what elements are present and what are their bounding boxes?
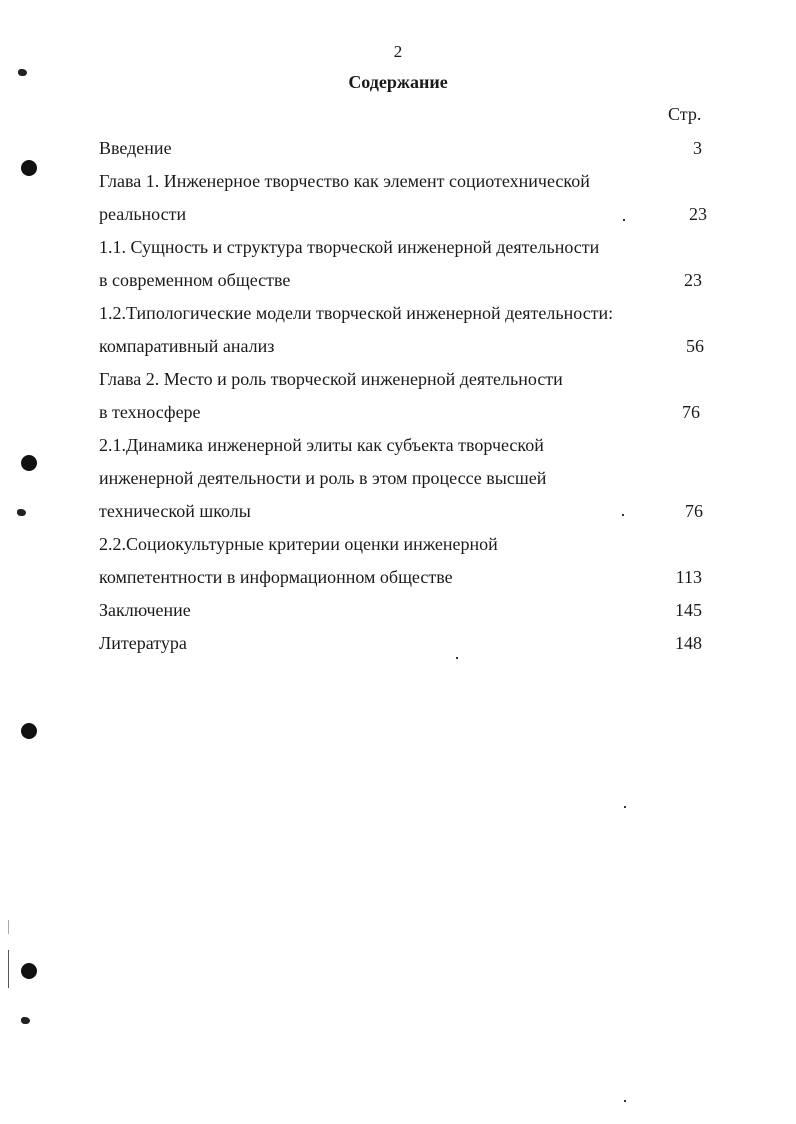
scan-speck [624,1100,626,1102]
toc-entry-page: 23 [689,204,707,224]
toc-entry-page: 76 [682,402,700,422]
toc-entry-page: 145 [675,600,702,620]
toc-entry-line: 1.2.Типологические модели творческой инженерной деятельности: [99,303,614,323]
toc-entry-page: 3 [693,138,702,158]
scan-speck [624,806,626,808]
toc-entry-page: 148 [675,633,702,653]
toc-entry-line: Литература [99,633,187,653]
page-column-label: Стр. [668,104,702,124]
punch-hole [21,455,37,471]
toc-entry-line: Введение [99,138,172,158]
toc-entry-page: 56 [686,336,704,356]
toc-entry-line: инженерной деятельности и роль в этом процессе высшей [99,468,547,488]
scan-speck [456,657,458,659]
toc-entry-line: 2.1.Динамика инженерной элиты как субъекта творческой [99,435,544,455]
scan-margin-line [8,920,9,934]
toc-entry-page: 76 [685,501,703,521]
toc-entry-line: Заключение [99,600,191,620]
toc-entry-line: Глава 2. Место и роль творческой инженерной деятельности [99,369,563,389]
toc-entry-line: технической школы [99,501,251,521]
punch-hole [21,723,37,739]
toc-entry-page: 23 [684,270,702,290]
toc-entry-line: компаративный анализ [99,336,275,356]
toc-entry-line: в современном обществе [99,270,291,290]
scan-speck [623,219,625,221]
toc-entry-line: реальности [99,204,187,224]
toc-entry-line: 1.1. Сущность и структура творческой инженерной деятельности [99,237,600,257]
punch-hole [21,160,37,176]
page-title: Содержание [348,72,448,92]
toc-entry-page: 113 [675,567,702,587]
scan-speck [17,509,26,516]
toc-entry-line: Глава 1. Инженерное творчество как элемент социотехнической [99,171,590,191]
punch-hole [21,963,37,979]
toc-entry-line: 2.2.Социокультурные критерии оценки инженерной [99,534,498,554]
toc-entry-line: в техносфере [99,402,201,422]
scan-speck [21,1017,30,1024]
page-number: 2 [393,42,403,61]
toc-entry-line: компетентности в информационном обществе [99,567,453,587]
scan-margin-line [8,950,9,988]
scan-speck [622,514,624,516]
